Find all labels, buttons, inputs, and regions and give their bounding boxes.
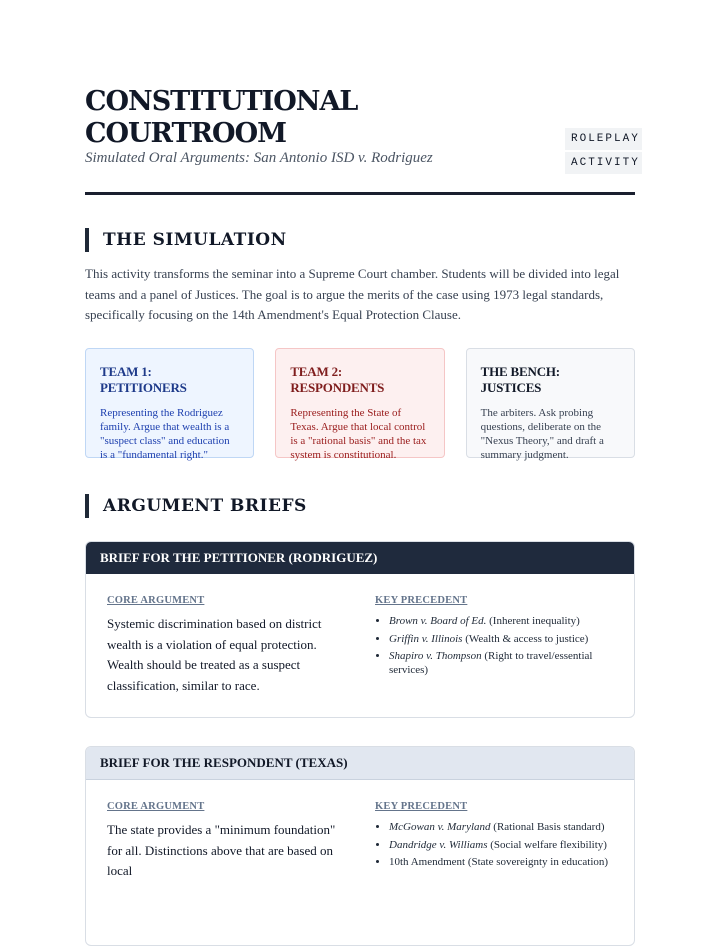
brief-respondent bbox=[85, 746, 635, 946]
brief-body bbox=[86, 574, 634, 696]
team-card-title: THE BENCH: JUSTICES bbox=[480, 364, 560, 395]
core-argument-label: CORE ARGUMENT bbox=[107, 801, 205, 812]
team-card-text: Representing the State of Texas. Argue that local control is a "rational basis" and the tax system is constitutional. bbox=[290, 407, 427, 461]
team-card-title: TEAM 2: RESPONDENTS bbox=[290, 364, 385, 395]
team-card-text: Representing the Rodriguez family. Argue that wealth is a "suspect class" and education is a "fundamental right." bbox=[100, 407, 230, 461]
section-heading-simulation: THE SIMULATION bbox=[85, 228, 287, 252]
team-card-text: The arbiters. Ask probing questions, deliberate on the "Nexus Theory," and draft a summary judgment. bbox=[480, 407, 604, 461]
core-argument-label: CORE ARGUMENT bbox=[107, 595, 205, 606]
activity-tag bbox=[565, 128, 640, 176]
brief-title: BRIEF FOR THE RESPONDENT (TEXAS) bbox=[86, 747, 634, 780]
core-argument-text: Systemic discrimination based on district wealth is a violation of equal protection. Wealth should be treated as a suspect classification, similar to race. bbox=[107, 616, 322, 693]
list-item bbox=[389, 649, 613, 677]
precedent-note: (Rational Basis standard) bbox=[490, 821, 605, 833]
list-item bbox=[389, 632, 613, 646]
list-item bbox=[389, 614, 613, 628]
brief-petitioner bbox=[85, 541, 635, 718]
core-argument bbox=[107, 800, 375, 882]
simulation-intro: This activity transforms the seminar into a Supreme Court chamber. Students will be divided into legal teams and a panel of Justices. The goal is to argue the merits of the case using 1973 legal standards, specifically focusing on the 14th Amendment's Equal Protection Clause. bbox=[85, 266, 620, 322]
team-cards bbox=[85, 348, 635, 461]
precedent-list bbox=[375, 820, 613, 869]
key-precedent bbox=[375, 594, 613, 696]
precedent-case: Dandridge v. Williams bbox=[389, 838, 488, 851]
list-item bbox=[389, 838, 613, 852]
precedent-note: (Wealth & access to justice) bbox=[462, 632, 589, 645]
key-precedent-label: KEY PRECEDENT bbox=[375, 801, 468, 812]
precedent-note: 10th Amendment (State sovereignty in education) bbox=[389, 856, 609, 868]
precedent-list bbox=[375, 614, 613, 677]
brief-body bbox=[86, 780, 634, 882]
key-precedent-label: KEY PRECEDENT bbox=[375, 595, 468, 606]
list-item bbox=[389, 820, 613, 834]
precedent-case: Shapiro v. Thompson bbox=[389, 650, 482, 662]
team-card-title: TEAM 1: PETITIONERS bbox=[100, 364, 187, 395]
page-header bbox=[85, 0, 640, 195]
precedent-note: (Social welfare flexibility) bbox=[487, 838, 607, 851]
section-heading-briefs: ARGUMENT BRIEFS bbox=[85, 494, 307, 518]
core-argument bbox=[107, 594, 375, 696]
activity-tag-line2: ACTIVITY bbox=[565, 152, 642, 174]
precedent-note: (Inherent inequality) bbox=[486, 615, 580, 627]
list-item bbox=[389, 855, 613, 869]
page bbox=[85, 0, 640, 878]
precedent-case: Brown v. Board of Ed. bbox=[389, 615, 487, 627]
brief-title: BRIEF FOR THE PETITIONER (RODRIGUEZ) bbox=[86, 542, 634, 574]
page-title: CONSTITUTIONAL COURTROOM bbox=[85, 86, 358, 149]
team-card-justices bbox=[466, 348, 635, 461]
team-card-petitioners bbox=[85, 348, 254, 461]
precedent-case: McGowan v. Maryland bbox=[389, 821, 491, 833]
page-subtitle: Simulated Oral Arguments: San Antonio ISD v. Rodriguez bbox=[85, 150, 433, 166]
precedent-note: (Right to travel/essential services) bbox=[389, 650, 593, 676]
team-card-respondents bbox=[275, 348, 444, 461]
key-precedent bbox=[375, 800, 613, 882]
core-argument-text: The state provides a "minimum foundation" for all. Distinctions above that are based on local bbox=[107, 822, 336, 878]
activity-tag-line1: ROLEPLAY bbox=[565, 128, 642, 150]
precedent-case: Griffin v. Illinois bbox=[389, 632, 463, 645]
